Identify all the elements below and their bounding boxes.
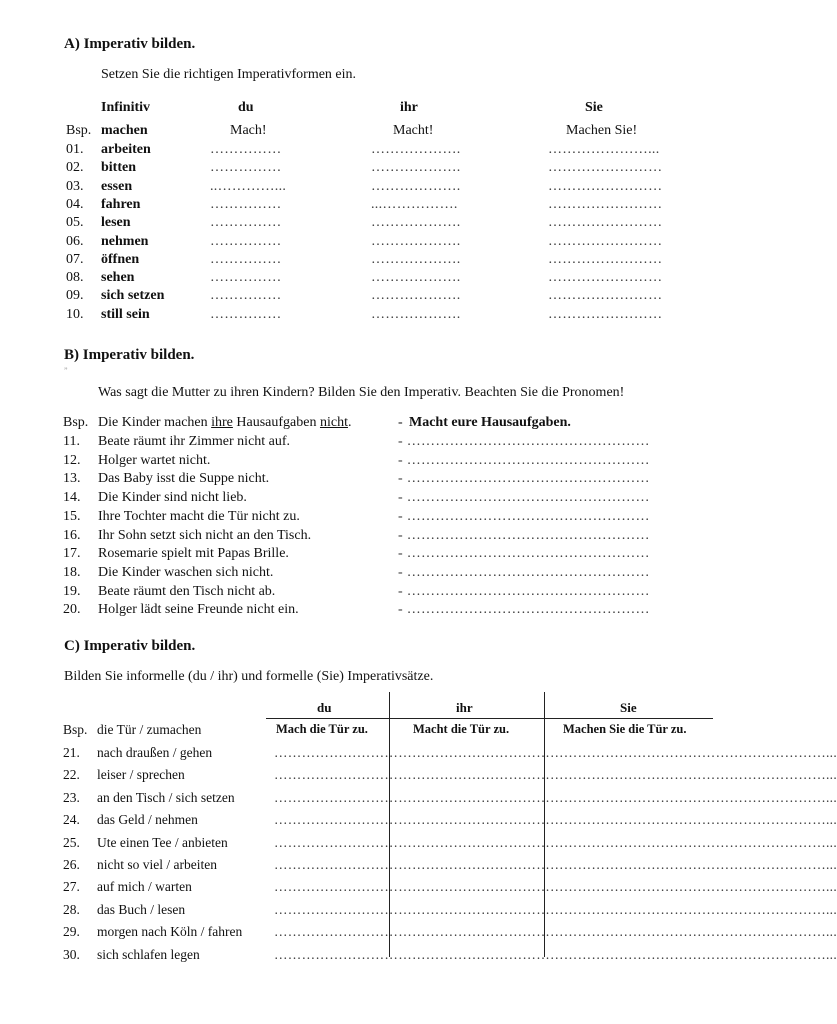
row-sie: Machen Sie die Tür zu. bbox=[563, 722, 687, 736]
row-verb: fahren bbox=[101, 196, 141, 212]
row-du: Mach! bbox=[230, 123, 267, 138]
answer-blank-ihr[interactable]: ………………. bbox=[371, 178, 461, 194]
row-prompt: die Tür / zumachen bbox=[97, 722, 202, 737]
section-b-row bbox=[0, 471, 768, 489]
section-b-row bbox=[0, 546, 768, 564]
section-a-heading: A) Imperativ bilden. bbox=[64, 36, 196, 52]
answer-blank-ihr[interactable]: ………………. bbox=[371, 306, 461, 322]
row-number: 18. bbox=[63, 564, 81, 580]
row-number: 08. bbox=[66, 270, 84, 286]
answer-blank-ihr[interactable]: ………………. bbox=[371, 160, 461, 176]
answer-blank[interactable]: - …………………………………………… bbox=[398, 546, 650, 562]
row-prompt: das Buch / lesen bbox=[97, 901, 186, 917]
section-c-row bbox=[0, 879, 837, 899]
header-infinitiv: Infinitiv bbox=[101, 100, 151, 115]
answer-blank-ihr[interactable]: ………………. bbox=[371, 251, 461, 267]
section-b-row bbox=[0, 528, 768, 546]
section-c-row bbox=[0, 946, 837, 967]
example-part-3: Hausaufgaben bbox=[232, 415, 320, 430]
answer-dash: - bbox=[398, 415, 403, 430]
section-b-instruction: Was sagt die Mutter zu ihren Kindern? Bilden Sie den Imperativ. Beachten Sie die Pronomen! bbox=[98, 385, 625, 400]
answer-blank-ihr[interactable]: ………………. bbox=[371, 215, 461, 231]
section-c-row bbox=[0, 924, 837, 944]
answer-blank-line[interactable]: …………………………………………………………………………………………………………... bbox=[274, 901, 837, 917]
answer-blank[interactable]: - …………………………………………… bbox=[398, 564, 650, 580]
example-answer: Macht eure Hausaufgaben. bbox=[409, 415, 571, 430]
section-c-row bbox=[0, 812, 837, 832]
answer-blank-ihr[interactable]: ………………. bbox=[371, 233, 461, 249]
answer-blank-sie[interactable]: …………………… bbox=[548, 178, 663, 194]
section-b-row bbox=[0, 434, 768, 452]
answer-blank-line[interactable]: …………………………………………………………………………………………………………... bbox=[274, 789, 837, 805]
example-sentence bbox=[98, 415, 351, 431]
row-sentence: Das Baby isst die Suppe nicht. bbox=[98, 471, 270, 487]
row-number: 23. bbox=[63, 789, 80, 805]
answer-blank-line[interactable]: …………………………………………………………………………………………………………... bbox=[274, 834, 837, 850]
section-c-heading: C) Imperativ bilden. bbox=[64, 638, 196, 654]
section-a-instruction: Setzen Sie die richtigen Imperativformen ein. bbox=[101, 67, 357, 82]
c-header-du: du bbox=[317, 700, 332, 715]
row-number: 21. bbox=[63, 745, 80, 760]
example-part-5: . bbox=[347, 415, 352, 430]
row-number: 17. bbox=[63, 546, 81, 562]
row-number: 26. bbox=[63, 857, 80, 872]
row-verb: bitten bbox=[101, 160, 136, 176]
row-number: 16. bbox=[63, 527, 81, 543]
section-b-row bbox=[0, 490, 768, 508]
section-a-row bbox=[0, 252, 768, 270]
table-header-rule bbox=[266, 718, 713, 719]
header-sie: Sie bbox=[585, 100, 603, 115]
row-number: 15. bbox=[63, 508, 81, 524]
row-number: 01. bbox=[66, 142, 84, 157]
section-c-example-row bbox=[0, 722, 768, 742]
row-number: 29. bbox=[63, 924, 80, 940]
example-part-1: Die Kinder machen bbox=[98, 415, 212, 430]
section-b-row bbox=[0, 584, 768, 602]
row-number: 27. bbox=[63, 879, 80, 895]
row-sie: Machen Sie! bbox=[566, 123, 638, 138]
row-sentence: Ihre Tochter macht die Tür nicht zu. bbox=[98, 508, 300, 524]
row-prompt: an den Tisch / sich setzen bbox=[97, 789, 235, 805]
row-number: 04. bbox=[66, 196, 84, 212]
answer-blank-line[interactable]: …………………………………………………………………………………………………………... bbox=[274, 879, 837, 895]
answer-blank-ihr[interactable]: ………………. bbox=[371, 288, 461, 304]
section-a-row bbox=[0, 307, 768, 325]
answer-blank-ihr[interactable]: ………………. bbox=[371, 142, 461, 157]
row-prompt: auf mich / warten bbox=[97, 879, 192, 895]
row-number: 03. bbox=[66, 178, 84, 194]
answer-blank-sie[interactable]: …………………… bbox=[548, 288, 663, 304]
section-c-row bbox=[0, 745, 837, 765]
answer-blank-du[interactable]: …………… bbox=[210, 270, 282, 286]
answer-blank-du[interactable]: …………… bbox=[210, 288, 282, 304]
row-number: 02. bbox=[66, 160, 84, 176]
row-sentence: Ihr Sohn setzt sich nicht an den Tisch. bbox=[98, 527, 312, 543]
row-sentence: Die Kinder sind nicht lieb. bbox=[98, 490, 247, 506]
row-number: 22. bbox=[63, 767, 80, 783]
row-number: 06. bbox=[66, 233, 84, 249]
section-c-row bbox=[0, 789, 837, 810]
row-prompt: sich schlafen legen bbox=[97, 946, 200, 962]
answer-blank-ihr[interactable]: ………………. bbox=[371, 270, 461, 286]
answer-blank-sie[interactable]: …………………… bbox=[548, 270, 663, 286]
answer-blank[interactable]: - …………………………………………… bbox=[398, 527, 650, 543]
answer-blank-line[interactable]: …………………………………………………………………………………………………………... bbox=[274, 745, 837, 760]
row-sentence: Beate räumt ihr Zimmer nicht auf. bbox=[98, 434, 291, 449]
row-number: 13. bbox=[63, 471, 81, 487]
answer-blank-du[interactable]: …………… bbox=[210, 215, 282, 231]
row-number: 09. bbox=[66, 288, 84, 304]
stray-mark: ˮ bbox=[64, 366, 68, 375]
section-b-row bbox=[0, 565, 768, 583]
section-a-row bbox=[0, 160, 768, 178]
header-du: du bbox=[238, 100, 254, 115]
answer-blank-du[interactable]: …………… bbox=[210, 196, 282, 212]
answer-blank-line[interactable]: …………………………………………………………………………………………………………... bbox=[274, 812, 837, 828]
answer-blank-sie[interactable]: …………………... bbox=[548, 142, 660, 157]
answer-blank-line[interactable]: …………………………………………………………………………………………………………... bbox=[274, 767, 837, 783]
row-sentence: Die Kinder waschen sich nicht. bbox=[98, 564, 274, 580]
row-number: 12. bbox=[63, 452, 81, 468]
section-b-row bbox=[0, 509, 768, 527]
answer-blank-line[interactable]: …………………………………………………………………………………………………………... bbox=[274, 924, 837, 940]
section-b-row bbox=[0, 453, 768, 471]
section-c-row bbox=[0, 834, 837, 855]
row-number: 11. bbox=[63, 434, 80, 449]
section-a-row bbox=[0, 234, 768, 252]
row-number: 14. bbox=[63, 490, 81, 506]
answer-blank[interactable]: - …………………………………………… bbox=[398, 490, 650, 506]
section-a-row bbox=[0, 179, 768, 197]
answer-blank[interactable]: - …………………………………………… bbox=[398, 452, 650, 468]
section-c-row bbox=[0, 857, 837, 877]
c-header-sie: Sie bbox=[620, 700, 637, 715]
answer-blank[interactable]: - …………………………………………… bbox=[398, 471, 650, 487]
answer-blank-du[interactable]: ..…………... bbox=[210, 178, 287, 194]
answer-blank[interactable]: - …………………………………………… bbox=[398, 602, 650, 618]
answer-blank-du[interactable]: …………… bbox=[210, 142, 282, 157]
row-prompt: nach draußen / gehen bbox=[97, 745, 213, 760]
row-sentence: Rosemarie spielt mit Papas Brille. bbox=[98, 546, 289, 562]
row-verb: arbeiten bbox=[101, 142, 151, 157]
row-number: 24. bbox=[63, 812, 80, 828]
section-a-row bbox=[0, 142, 768, 160]
answer-blank-sie[interactable]: …………………… bbox=[548, 233, 663, 249]
answer-blank-sie[interactable]: …………………… bbox=[548, 196, 663, 212]
row-number: Bsp. bbox=[66, 123, 92, 138]
example-part-nicht: nicht bbox=[319, 415, 348, 430]
answer-blank-sie[interactable]: …………………… bbox=[548, 215, 663, 231]
row-verb: öffnen bbox=[101, 251, 140, 267]
row-prompt: das Geld / nehmen bbox=[97, 812, 198, 828]
row-prompt: nicht so viel / arbeiten bbox=[97, 857, 217, 872]
row-verb: sich setzen bbox=[101, 288, 165, 304]
row-ihr: Macht! bbox=[393, 123, 434, 138]
answer-blank-line[interactable]: …………………………………………………………………………………………………………... bbox=[274, 946, 837, 962]
answer-blank-du[interactable]: …………… bbox=[210, 306, 282, 322]
section-b-example-row bbox=[0, 415, 768, 433]
row-ihr: Macht die Tür zu. bbox=[413, 722, 510, 736]
row-verb: essen bbox=[101, 178, 133, 194]
answer-blank-sie[interactable]: …………………… bbox=[548, 251, 663, 267]
row-sentence: Holger wartet nicht. bbox=[98, 452, 211, 468]
row-verb: lesen bbox=[101, 215, 131, 231]
row-verb: sehen bbox=[101, 270, 135, 286]
row-number: 07. bbox=[66, 251, 84, 267]
header-ihr: ihr bbox=[400, 100, 418, 115]
row-number: 19. bbox=[63, 583, 81, 599]
section-a-row bbox=[0, 197, 768, 215]
row-number: Bsp. bbox=[63, 415, 89, 430]
row-prompt: Ute einen Tee / anbieten bbox=[97, 834, 228, 850]
row-prompt: leiser / sprechen bbox=[97, 767, 185, 783]
answer-blank-ihr[interactable]: ...……………. bbox=[371, 196, 458, 212]
row-verb: nehmen bbox=[101, 233, 149, 249]
row-verb: still sein bbox=[101, 306, 150, 322]
answer-blank[interactable]: - …………………………………………… bbox=[398, 508, 650, 524]
row-number: Bsp. bbox=[63, 722, 88, 737]
c-header-ihr: ihr bbox=[456, 700, 473, 715]
answer-blank-du[interactable]: …………… bbox=[210, 233, 282, 249]
row-number: 30. bbox=[63, 946, 80, 962]
answer-blank-du[interactable]: …………… bbox=[210, 160, 282, 176]
section-b-row bbox=[0, 602, 768, 620]
answer-blank-sie[interactable]: …………………… bbox=[548, 306, 663, 322]
row-number: 25. bbox=[63, 834, 80, 850]
answer-blank[interactable]: - …………………………………………… bbox=[398, 583, 650, 599]
example-part-ihre: ihre bbox=[211, 415, 233, 430]
answer-blank-du[interactable]: …………… bbox=[210, 251, 282, 267]
row-prompt: morgen nach Köln / fahren bbox=[97, 924, 243, 940]
row-number: 10. bbox=[66, 306, 84, 322]
row-du: Mach die Tür zu. bbox=[276, 722, 368, 736]
section-a-row bbox=[0, 270, 768, 288]
answer-blank-line[interactable]: …………………………………………………………………………………………………………... bbox=[274, 857, 837, 872]
row-number: 05. bbox=[66, 215, 84, 231]
row-sentence: Holger lädt seine Freunde nicht ein. bbox=[98, 602, 299, 618]
row-number: 20. bbox=[63, 602, 81, 618]
section-c-row bbox=[0, 901, 837, 922]
section-a-row bbox=[0, 288, 768, 306]
section-c-row bbox=[0, 767, 837, 787]
section-c-instruction: Bilden Sie informelle (du / ihr) und formelle (Sie) Imperativsätze. bbox=[64, 669, 434, 684]
section-b-heading: B) Imperativ bilden. bbox=[64, 347, 195, 363]
row-number: 28. bbox=[63, 901, 80, 917]
row-sentence: Beate räumt den Tisch nicht ab. bbox=[98, 583, 276, 599]
row-verb: machen bbox=[101, 123, 148, 138]
section-a-example-row bbox=[0, 123, 768, 141]
answer-blank-sie[interactable]: …………………… bbox=[548, 160, 663, 176]
answer-blank[interactable]: - …………………………………………… bbox=[398, 434, 650, 449]
section-a-row bbox=[0, 215, 768, 233]
